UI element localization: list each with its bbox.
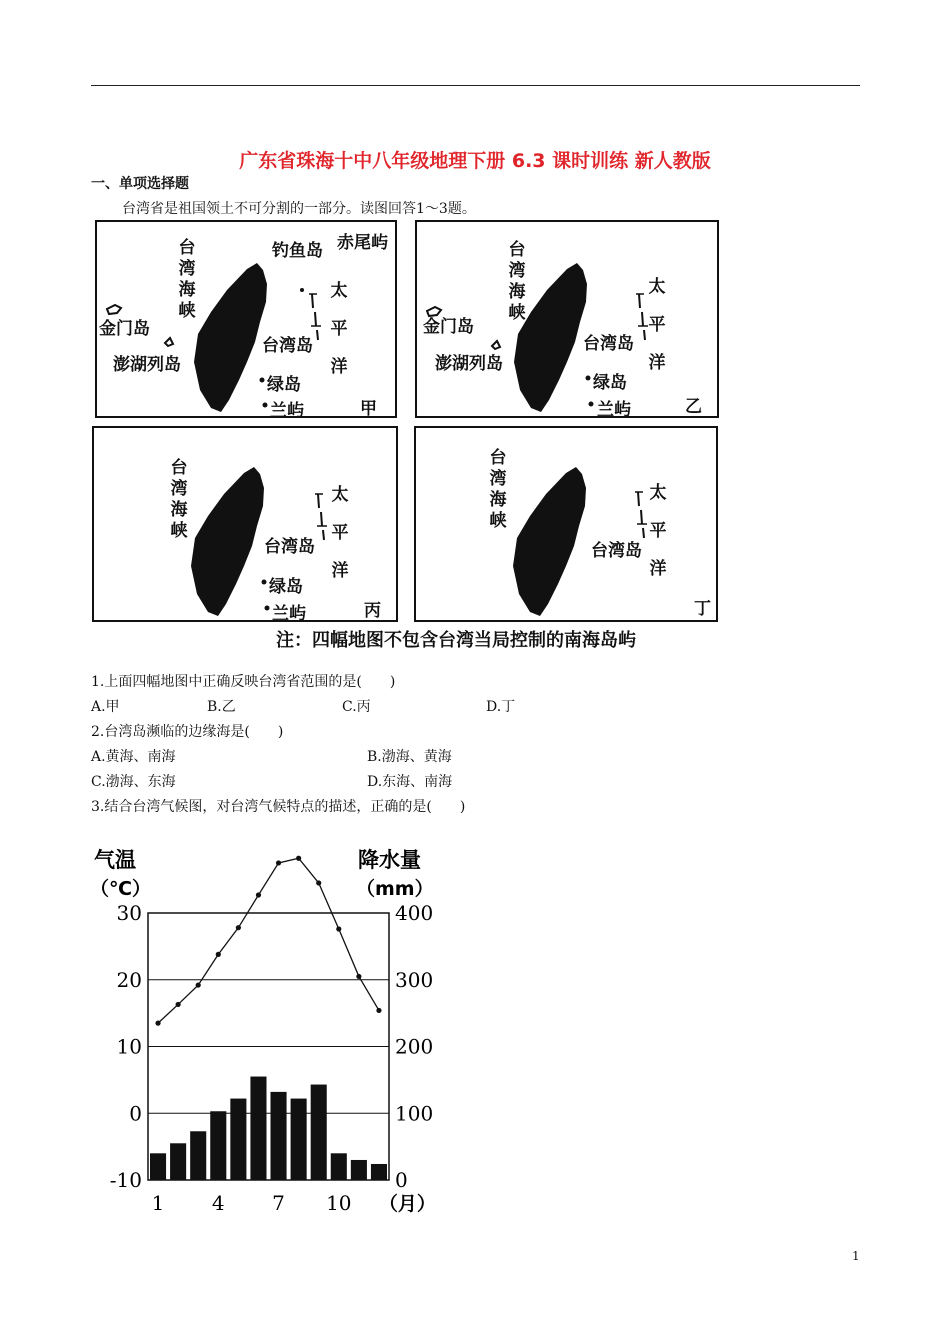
orchid-island-dot	[589, 402, 594, 407]
temperature-point-4	[216, 952, 221, 957]
left-tick-label: 10	[116, 1034, 142, 1059]
label-taiwan-island: 台湾岛	[591, 541, 642, 561]
taiwan-island-shape	[194, 263, 267, 412]
precipitation-bar-2	[170, 1143, 186, 1180]
precipitation-bar-6	[250, 1077, 266, 1180]
label-green-island: 绿岛	[593, 373, 627, 393]
penghu-island-shape	[492, 341, 500, 349]
temperature-point-2	[176, 1002, 181, 1007]
precipitation-bar-1	[150, 1153, 166, 1180]
temperature-point-8	[296, 856, 301, 861]
map-tag: 乙	[685, 397, 702, 417]
label-green-island: 绿岛	[267, 375, 301, 395]
left-tick-label: 0	[129, 1101, 142, 1126]
temperature-point-12	[376, 1008, 381, 1013]
label-pacific: 太平洋	[330, 281, 348, 377]
question-1-option-c: C.丙	[342, 699, 371, 715]
dashed-boundary-line	[638, 492, 644, 538]
page-title: 广东省珠海十中八年级地理下册 6.3 课时训练 新人教版	[239, 150, 711, 172]
temperature-point-9	[316, 880, 321, 885]
label-penghu: 澎湖列岛	[435, 354, 503, 374]
label-penghu: 澎湖列岛	[113, 355, 181, 375]
section-heading: 一、单项选择题	[91, 176, 189, 192]
question-1-option-b: B.乙	[207, 699, 236, 715]
temperature-point-5	[236, 925, 241, 930]
question-2-stem: 2.台湾岛濒临的边缘海是( )	[91, 724, 284, 740]
x-tick-label: 10	[326, 1191, 352, 1215]
page-number: 1	[852, 1249, 860, 1263]
orchid-island-dot	[265, 606, 270, 611]
kinmen-island-shape	[107, 305, 121, 314]
green-island-dot	[262, 580, 267, 585]
x-tick-label: 4	[211, 1191, 225, 1215]
label-strait: 台湾海峡	[170, 458, 188, 541]
map-note: 注：四幅地图不包含台湾当局控制的南海岛屿	[276, 630, 636, 651]
penghu-island-shape	[165, 338, 173, 346]
precipitation-bar-5	[230, 1099, 246, 1180]
diaoyu-dot	[300, 288, 304, 292]
question-3-stem: 3.结合台湾气候图，对台湾气候特点的描述，正确的是( )	[91, 799, 466, 815]
label-chiwei: 赤尾屿	[337, 233, 388, 253]
taiwan-island-shape	[513, 467, 586, 616]
question-1-option-a: A.甲	[91, 699, 120, 715]
label-orchid-island: 兰屿	[597, 400, 631, 420]
left-tick-label: 30	[116, 901, 142, 925]
x-tick-label: 7	[272, 1191, 285, 1215]
x-axis-unit: （月）	[378, 1193, 436, 1215]
precipitation-bar-8	[291, 1099, 307, 1180]
label-strait: 台湾海峡	[178, 238, 196, 321]
label-taiwan-island: 台湾岛	[583, 334, 634, 354]
green-island-dot	[586, 376, 591, 381]
right-axis-unit: （mm）	[356, 878, 434, 900]
right-tick-label: 0	[395, 1168, 408, 1192]
question-1-stem: 1.上面四幅地图中正确反映台湾省范围的是( )	[91, 674, 396, 690]
question-2-option-c: C.渤海、东海	[91, 774, 176, 790]
taiwan-map-graphic	[94, 428, 396, 620]
question-2-option-a: A.黄海、南海	[91, 749, 176, 765]
question-2-option-d: D.东海、南海	[367, 774, 453, 790]
left-tick-label: -10	[109, 1168, 142, 1192]
left-tick-label: 20	[116, 967, 142, 992]
question-1-option-d: D.丁	[486, 699, 516, 715]
right-tick-label: 100	[395, 1101, 434, 1126]
orchid-island-dot	[263, 403, 268, 408]
left-axis-unit: （℃）	[90, 878, 152, 900]
precipitation-bar-12	[371, 1164, 387, 1180]
label-strait: 台湾海峡	[508, 240, 526, 323]
intro-text: 台湾省是祖国领土不可分割的一部分。读图回答1～3题。	[122, 201, 476, 217]
label-green-island: 绿岛	[269, 577, 303, 597]
right-axis-title: 降水量	[358, 848, 421, 872]
precipitation-bar-11	[351, 1160, 367, 1180]
label-jinmen: 金门岛	[423, 317, 474, 337]
taiwan-island-shape	[191, 467, 264, 616]
temperature-point-6	[256, 892, 261, 897]
label-pacific: 太平洋	[649, 483, 667, 579]
question-2-option-b: B.渤海、黄海	[367, 749, 452, 765]
green-island-dot	[260, 378, 265, 383]
temperature-line	[158, 858, 379, 1023]
temperature-point-10	[336, 926, 341, 931]
label-orchid-island: 兰屿	[270, 401, 304, 421]
taiwan-map-graphic	[416, 428, 716, 620]
map-tag: 丙	[364, 601, 381, 621]
label-pacific: 太平洋	[648, 277, 666, 373]
label-taiwan-island: 台湾岛	[264, 537, 315, 557]
temperature-point-3	[196, 982, 201, 987]
climate-chart	[84, 840, 454, 1230]
label-taiwan-island: 台湾岛	[262, 336, 313, 356]
map-yi	[415, 220, 719, 418]
right-tick-label: 200	[395, 1034, 434, 1059]
temperature-point-1	[155, 1021, 160, 1026]
map-ding	[414, 426, 718, 622]
x-tick-label: 1	[151, 1191, 165, 1215]
precipitation-bar-10	[331, 1153, 347, 1180]
right-tick-label: 400	[395, 901, 434, 925]
precipitation-bar-4	[210, 1111, 226, 1180]
dashed-boundary-line	[318, 494, 324, 540]
dashed-boundary-line	[639, 294, 645, 340]
header-rule	[91, 85, 860, 86]
right-tick-label: 300	[395, 967, 434, 992]
label-jinmen: 金门岛	[99, 319, 150, 339]
map-jia	[95, 220, 397, 421]
precipitation-bar-9	[311, 1085, 327, 1180]
label-diaoyu: 钓鱼岛	[272, 241, 323, 261]
precipitation-bar-7	[271, 1092, 287, 1180]
map-tag: 甲	[360, 399, 377, 419]
map-bing	[92, 426, 398, 622]
precipitation-bar-3	[190, 1131, 206, 1180]
temperature-point-11	[356, 974, 361, 979]
map-tag: 丁	[694, 599, 711, 619]
label-strait: 台湾海峡	[489, 448, 507, 531]
label-pacific: 太平洋	[331, 485, 349, 581]
left-axis-title: 气温	[94, 848, 136, 872]
temperature-point-7	[276, 860, 281, 865]
label-orchid-island: 兰屿	[272, 604, 306, 624]
